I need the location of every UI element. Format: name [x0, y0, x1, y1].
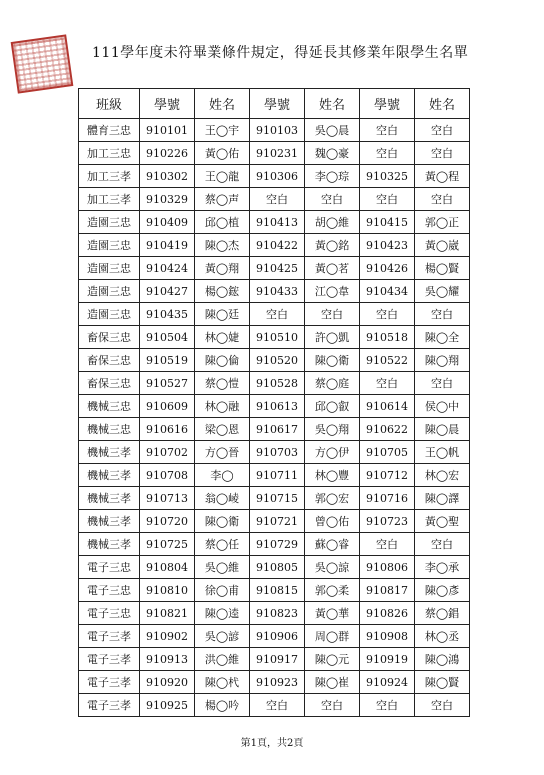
cell-name: 楊◯賢	[415, 257, 470, 280]
cell-student-id: 910226	[140, 142, 195, 165]
cell-name: 徐◯甫	[195, 579, 250, 602]
cell-name: 陳◯鴻	[415, 648, 470, 671]
cell-class: 電子三孝	[79, 694, 140, 717]
cell-student-id: 空白	[250, 303, 305, 326]
cell-student-id: 910925	[140, 694, 195, 717]
cell-name: 郭◯正	[415, 211, 470, 234]
cell-name: 黃◯茗	[305, 257, 360, 280]
cell-name: 空白	[415, 188, 470, 211]
cell-name: 方◯晉	[195, 441, 250, 464]
cell-student-id: 910427	[140, 280, 195, 303]
cell-student-id: 910413	[250, 211, 305, 234]
cell-name: 邱◯叡	[305, 395, 360, 418]
cell-student-id: 910329	[140, 188, 195, 211]
cell-student-id: 910713	[140, 487, 195, 510]
cell-student-id: 910917	[250, 648, 305, 671]
cell-name: 陳◯全	[415, 326, 470, 349]
cell-student-id: 910103	[250, 119, 305, 142]
cell-student-id: 910720	[140, 510, 195, 533]
cell-name: 陳◯譯	[415, 487, 470, 510]
cell-name: 黃◯銘	[305, 234, 360, 257]
cell-class: 體育三忠	[79, 119, 140, 142]
cell-class: 造園三忠	[79, 280, 140, 303]
cell-name: 空白	[415, 372, 470, 395]
cell-name: 王◯宇	[195, 119, 250, 142]
cell-student-id: 910426	[360, 257, 415, 280]
cell-name: 陳◯逵	[195, 602, 250, 625]
cell-name: 空白	[415, 119, 470, 142]
page-title: 111學年度未符畢業條件規定，得延長其修業年限學生名單	[92, 45, 469, 61]
cell-class: 電子三孝	[79, 671, 140, 694]
cell-name: 楊◯吟	[195, 694, 250, 717]
table-row	[79, 648, 470, 671]
cell-class: 機械三忠	[79, 418, 140, 441]
cell-name: 蔡◯錩	[415, 602, 470, 625]
header-student-id: 學號	[360, 89, 415, 119]
cell-student-id: 空白	[360, 303, 415, 326]
cell-student-id: 910725	[140, 533, 195, 556]
cell-name: 邱◯植	[195, 211, 250, 234]
cell-student-id: 空白	[360, 188, 415, 211]
cell-name: 吳◯諺	[195, 625, 250, 648]
cell-name: 陳◯彥	[415, 579, 470, 602]
cell-name: 陳◯翔	[415, 349, 470, 372]
cell-student-id: 910522	[360, 349, 415, 372]
table-row	[79, 556, 470, 579]
cell-student-id: 910435	[140, 303, 195, 326]
cell-name: 空白	[415, 142, 470, 165]
table-row	[79, 579, 470, 602]
cell-name: 黃◯翔	[195, 257, 250, 280]
cell-student-id: 910519	[140, 349, 195, 372]
cell-student-id: 910622	[360, 418, 415, 441]
official-seal-stamp	[11, 34, 74, 93]
cell-name: 林◯宏	[415, 464, 470, 487]
cell-student-id: 910823	[250, 602, 305, 625]
table-row	[79, 280, 470, 303]
header-student-id: 學號	[250, 89, 305, 119]
table-row	[79, 119, 470, 142]
cell-name: 郭◯柔	[305, 579, 360, 602]
table-row	[79, 418, 470, 441]
cell-name: 蔡◯任	[195, 533, 250, 556]
header-name: 姓名	[415, 89, 470, 119]
table-row	[79, 487, 470, 510]
cell-name: 蔡◯声	[195, 188, 250, 211]
cell-name: 吳◯諒	[305, 556, 360, 579]
cell-student-id: 910721	[250, 510, 305, 533]
cell-student-id: 910923	[250, 671, 305, 694]
cell-name: 空白	[305, 694, 360, 717]
cell-student-id: 910422	[250, 234, 305, 257]
cell-class: 機械三忠	[79, 395, 140, 418]
cell-class: 造園三忠	[79, 211, 140, 234]
cell-student-id: 910715	[250, 487, 305, 510]
cell-class: 加工三孝	[79, 188, 140, 211]
table-row	[79, 211, 470, 234]
cell-name: 王◯龍	[195, 165, 250, 188]
table-row	[79, 625, 470, 648]
cell-student-id: 空白	[360, 372, 415, 395]
cell-student-id: 空白	[360, 694, 415, 717]
cell-class: 畜保三忠	[79, 326, 140, 349]
cell-name: 黃◯崴	[415, 234, 470, 257]
cell-name: 陳◯元	[305, 648, 360, 671]
table-row	[79, 234, 470, 257]
cell-class: 電子三忠	[79, 556, 140, 579]
cell-name: 陳◯廷	[195, 303, 250, 326]
table-row	[79, 372, 470, 395]
cell-name: 林◯豐	[305, 464, 360, 487]
cell-student-id: 910703	[250, 441, 305, 464]
cell-student-id: 910817	[360, 579, 415, 602]
cell-class: 電子三忠	[79, 579, 140, 602]
cell-student-id: 910723	[360, 510, 415, 533]
table-row	[79, 257, 470, 280]
cell-student-id: 910510	[250, 326, 305, 349]
cell-student-id: 空白	[360, 142, 415, 165]
cell-name: 蔡◯愷	[195, 372, 250, 395]
cell-student-id: 910609	[140, 395, 195, 418]
cell-student-id: 910520	[250, 349, 305, 372]
cell-class: 造園三忠	[79, 234, 140, 257]
cell-student-id: 910528	[250, 372, 305, 395]
cell-student-id: 910302	[140, 165, 195, 188]
cell-student-id: 910821	[140, 602, 195, 625]
cell-student-id: 910527	[140, 372, 195, 395]
cell-student-id: 910908	[360, 625, 415, 648]
cell-class: 造園三忠	[79, 303, 140, 326]
cell-name: 周◯群	[305, 625, 360, 648]
cell-name: 陳◯衛	[195, 510, 250, 533]
cell-class: 造園三忠	[79, 257, 140, 280]
cell-name: 空白	[305, 303, 360, 326]
cell-student-id: 910433	[250, 280, 305, 303]
cell-class: 機械三孝	[79, 441, 140, 464]
cell-class: 加工三孝	[79, 165, 140, 188]
cell-student-id: 空白	[360, 119, 415, 142]
cell-student-id: 910613	[250, 395, 305, 418]
cell-name: 王◯帆	[415, 441, 470, 464]
cell-name: 洪◯維	[195, 648, 250, 671]
cell-name: 郭◯宏	[305, 487, 360, 510]
table-row	[79, 349, 470, 372]
cell-name: 陳◯崔	[305, 671, 360, 694]
cell-class: 加工三忠	[79, 142, 140, 165]
cell-student-id: 空白	[360, 533, 415, 556]
cell-class: 畜保三忠	[79, 372, 140, 395]
cell-name: 陳◯衛	[305, 349, 360, 372]
cell-name: 空白	[305, 188, 360, 211]
cell-class: 電子三忠	[79, 602, 140, 625]
table-row	[79, 533, 470, 556]
cell-class: 機械三孝	[79, 464, 140, 487]
cell-name: 陳◯賢	[415, 671, 470, 694]
page-footer: 第1頁，共2頁	[240, 738, 304, 749]
table-row	[79, 326, 470, 349]
cell-name: 空白	[415, 533, 470, 556]
cell-student-id: 910815	[250, 579, 305, 602]
header-student-id: 學號	[140, 89, 195, 119]
cell-name: 林◯融	[195, 395, 250, 418]
cell-student-id: 910712	[360, 464, 415, 487]
table-header-row	[79, 89, 470, 119]
table-row	[79, 441, 470, 464]
cell-class: 機械三孝	[79, 533, 140, 556]
cell-name: 空白	[415, 303, 470, 326]
cell-name: 黃◯華	[305, 602, 360, 625]
cell-student-id: 空白	[250, 694, 305, 717]
cell-name: 黃◯聖	[415, 510, 470, 533]
cell-student-id: 910101	[140, 119, 195, 142]
table-row	[79, 142, 470, 165]
cell-name: 侯◯中	[415, 395, 470, 418]
table-row	[79, 694, 470, 717]
cell-student-id: 910919	[360, 648, 415, 671]
cell-name: 陳◯倫	[195, 349, 250, 372]
cell-name: 黃◯佑	[195, 142, 250, 165]
cell-name: 胡◯維	[305, 211, 360, 234]
cell-student-id: 910810	[140, 579, 195, 602]
header-name: 姓名	[305, 89, 360, 119]
cell-name: 李◯承	[415, 556, 470, 579]
header-class: 班級	[79, 89, 140, 119]
table-row	[79, 671, 470, 694]
cell-student-id: 910419	[140, 234, 195, 257]
cell-student-id: 910906	[250, 625, 305, 648]
cell-name: 吳◯晨	[305, 119, 360, 142]
table-row	[79, 165, 470, 188]
cell-class: 機械三孝	[79, 487, 140, 510]
cell-student-id: 910920	[140, 671, 195, 694]
cell-student-id: 910708	[140, 464, 195, 487]
cell-student-id: 910716	[360, 487, 415, 510]
cell-student-id: 910826	[360, 602, 415, 625]
cell-name: 陳◯杰	[195, 234, 250, 257]
cell-student-id: 空白	[250, 188, 305, 211]
cell-name: 吳◯翔	[305, 418, 360, 441]
cell-student-id: 910805	[250, 556, 305, 579]
cell-student-id: 910902	[140, 625, 195, 648]
cell-name: 翁◯崚	[195, 487, 250, 510]
cell-student-id: 910705	[360, 441, 415, 464]
cell-student-id: 910702	[140, 441, 195, 464]
cell-student-id: 910434	[360, 280, 415, 303]
cell-name: 李◯琮	[305, 165, 360, 188]
cell-student-id: 910617	[250, 418, 305, 441]
header-name: 姓名	[195, 89, 250, 119]
cell-student-id: 910518	[360, 326, 415, 349]
cell-student-id: 910415	[360, 211, 415, 234]
cell-student-id: 910306	[250, 165, 305, 188]
cell-class: 畜保三忠	[79, 349, 140, 372]
cell-name: 李◯	[195, 464, 250, 487]
cell-name: 方◯伊	[305, 441, 360, 464]
cell-student-id: 910711	[250, 464, 305, 487]
cell-student-id: 910614	[360, 395, 415, 418]
cell-name: 江◯韋	[305, 280, 360, 303]
cell-class: 電子三孝	[79, 625, 140, 648]
cell-name: 陳◯晨	[415, 418, 470, 441]
student-list-table	[78, 88, 470, 717]
cell-class: 電子三孝	[79, 648, 140, 671]
cell-name: 黃◯程	[415, 165, 470, 188]
cell-name: 梁◯恩	[195, 418, 250, 441]
cell-student-id: 910729	[250, 533, 305, 556]
cell-student-id: 910231	[250, 142, 305, 165]
table-row	[79, 464, 470, 487]
table-row	[79, 188, 470, 211]
table-body	[79, 119, 470, 717]
table-row	[79, 303, 470, 326]
cell-student-id: 910616	[140, 418, 195, 441]
cell-name: 許◯凱	[305, 326, 360, 349]
cell-student-id: 910504	[140, 326, 195, 349]
cell-name: 蘇◯睿	[305, 533, 360, 556]
cell-name: 魏◯豪	[305, 142, 360, 165]
cell-student-id: 910409	[140, 211, 195, 234]
cell-student-id: 910804	[140, 556, 195, 579]
table-row	[79, 602, 470, 625]
cell-student-id: 910424	[140, 257, 195, 280]
cell-student-id: 910325	[360, 165, 415, 188]
cell-student-id: 910924	[360, 671, 415, 694]
cell-name: 蔡◯庭	[305, 372, 360, 395]
cell-name: 楊◯鋐	[195, 280, 250, 303]
cell-class: 機械三孝	[79, 510, 140, 533]
cell-student-id: 910913	[140, 648, 195, 671]
cell-name: 陳◯杙	[195, 671, 250, 694]
cell-name: 林◯丞	[415, 625, 470, 648]
cell-name: 曾◯佑	[305, 510, 360, 533]
cell-name: 吳◯維	[195, 556, 250, 579]
cell-name: 空白	[415, 694, 470, 717]
cell-student-id: 910425	[250, 257, 305, 280]
cell-name: 林◯婕	[195, 326, 250, 349]
cell-student-id: 910423	[360, 234, 415, 257]
cell-student-id: 910806	[360, 556, 415, 579]
table-row	[79, 395, 470, 418]
table-row	[79, 510, 470, 533]
cell-name: 吳◯耀	[415, 280, 470, 303]
